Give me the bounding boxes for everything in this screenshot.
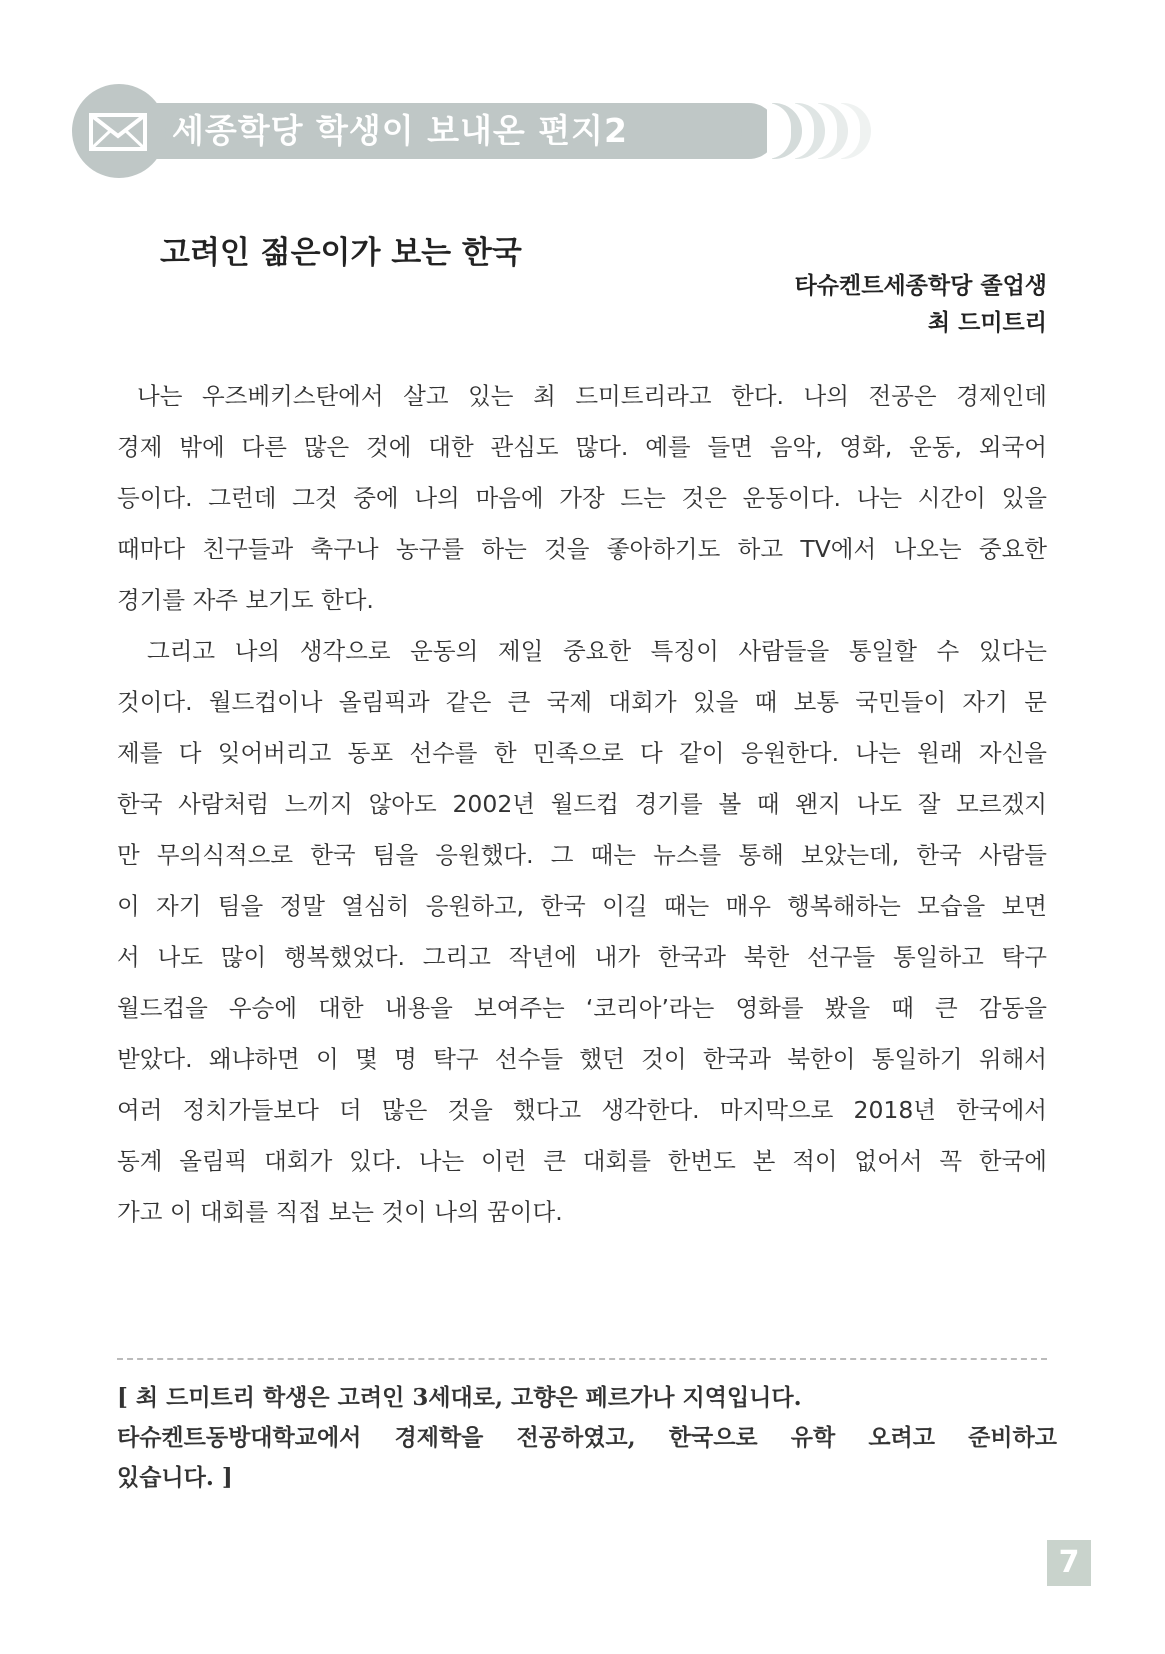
article-title: 고려인 젊은이가 보는 한국 — [160, 235, 522, 271]
body-line: 나는 우즈베키스탄에서 살고 있는 최 드미트리라고 한다. 나의 전공은 경제인데 — [137, 382, 1047, 410]
author-name: 최 드미트리 — [927, 310, 1047, 336]
author-block — [795, 268, 1047, 342]
envelope-icon — [88, 112, 148, 152]
banner-title: 세종학당 학생이 보내온 편지2 — [172, 111, 628, 150]
article-body — [117, 371, 1047, 1238]
page-number: 7 — [1047, 1540, 1091, 1586]
body-line: 경제 밖에 다른 많은 것에 대한 관심도 많다. 예를 들면 음악, 영화, 운동, 외국어 — [117, 433, 1047, 461]
note-line: [ 최 드미트리 학생은 고려인 3세대로, 고향은 페르가나 지역입니다. — [117, 1384, 802, 1411]
body-line: 동계 올림픽 대회가 있다. 나는 이런 큰 대회를 한번도 본 적이 없어서 꼭 한국에 — [117, 1147, 1047, 1175]
body-line: 것이다. 월드컵이나 올림픽과 같은 큰 국제 대회가 있을 때 보통 국민들이 자기 문 — [117, 688, 1047, 716]
author-note — [117, 1378, 1057, 1498]
body-line: 등이다. 그런데 그것 중에 나의 마음에 가장 드는 것은 운동이다. 나는 시간이 있을 — [117, 484, 1047, 512]
body-line: 만 무의식적으로 한국 팀을 응원했다. 그 때는 뉴스를 통해 보았는데, 한국 사람들 — [117, 841, 1047, 869]
body-line: 경기를 자주 보기도 한다. — [117, 586, 374, 614]
body-line: 이 자기 팀을 정말 열심히 응원하고, 한국 이길 때는 매우 행복해하는 모습을 보면 — [117, 892, 1047, 920]
dashed-divider — [117, 1358, 1047, 1360]
section-banner — [72, 84, 792, 178]
body-line: 월드컵을 우승에 대한 내용을 보여주는 ‘코리아’라는 영화를 봤을 때 큰 감동을 — [117, 994, 1047, 1022]
body-line: 서 나도 많이 행복했었다. 그리고 작년에 내가 한국과 북한 선구들 통일하고 탁구 — [117, 943, 1047, 971]
body-line: 한국 사람처럼 느끼지 않아도 2002년 월드컵 경기를 볼 때 왠지 나도 잘 모르겠지 — [117, 790, 1047, 818]
body-line: 여러 정치가들보다 더 많은 것을 했다고 생각한다. 마지막으로 2018년 한국에서 — [117, 1096, 1047, 1124]
body-line: 가고 이 대회를 직접 보는 것이 나의 꿈이다. — [117, 1198, 563, 1226]
body-line: 그리고 나의 생각으로 운동의 제일 중요한 특징이 사람들을 통일할 수 있다는 — [147, 637, 1047, 665]
author-affiliation: 타슈켄트세종학당 졸업생 — [794, 273, 1047, 299]
note-line: 타슈켄트동방대학교에서 경제학을 전공하였고, 한국으로 유학 오려고 준비하고 — [117, 1424, 1057, 1451]
body-line: 제를 다 잊어버리고 동포 선수를 한 민족으로 다 같이 응원한다. 나는 원래 자신을 — [117, 739, 1047, 767]
body-line: 받았다. 왜냐하면 이 몇 명 탁구 선수들 했던 것이 한국과 북한이 통일하기 위해서 — [117, 1045, 1047, 1073]
body-line: 때마다 친구들과 축구나 농구를 하는 것을 좋아하기도 하고 TV에서 나오는 중요한 — [117, 535, 1047, 563]
banner-circle — [72, 84, 166, 178]
note-line: 있습니다. ] — [117, 1464, 233, 1491]
